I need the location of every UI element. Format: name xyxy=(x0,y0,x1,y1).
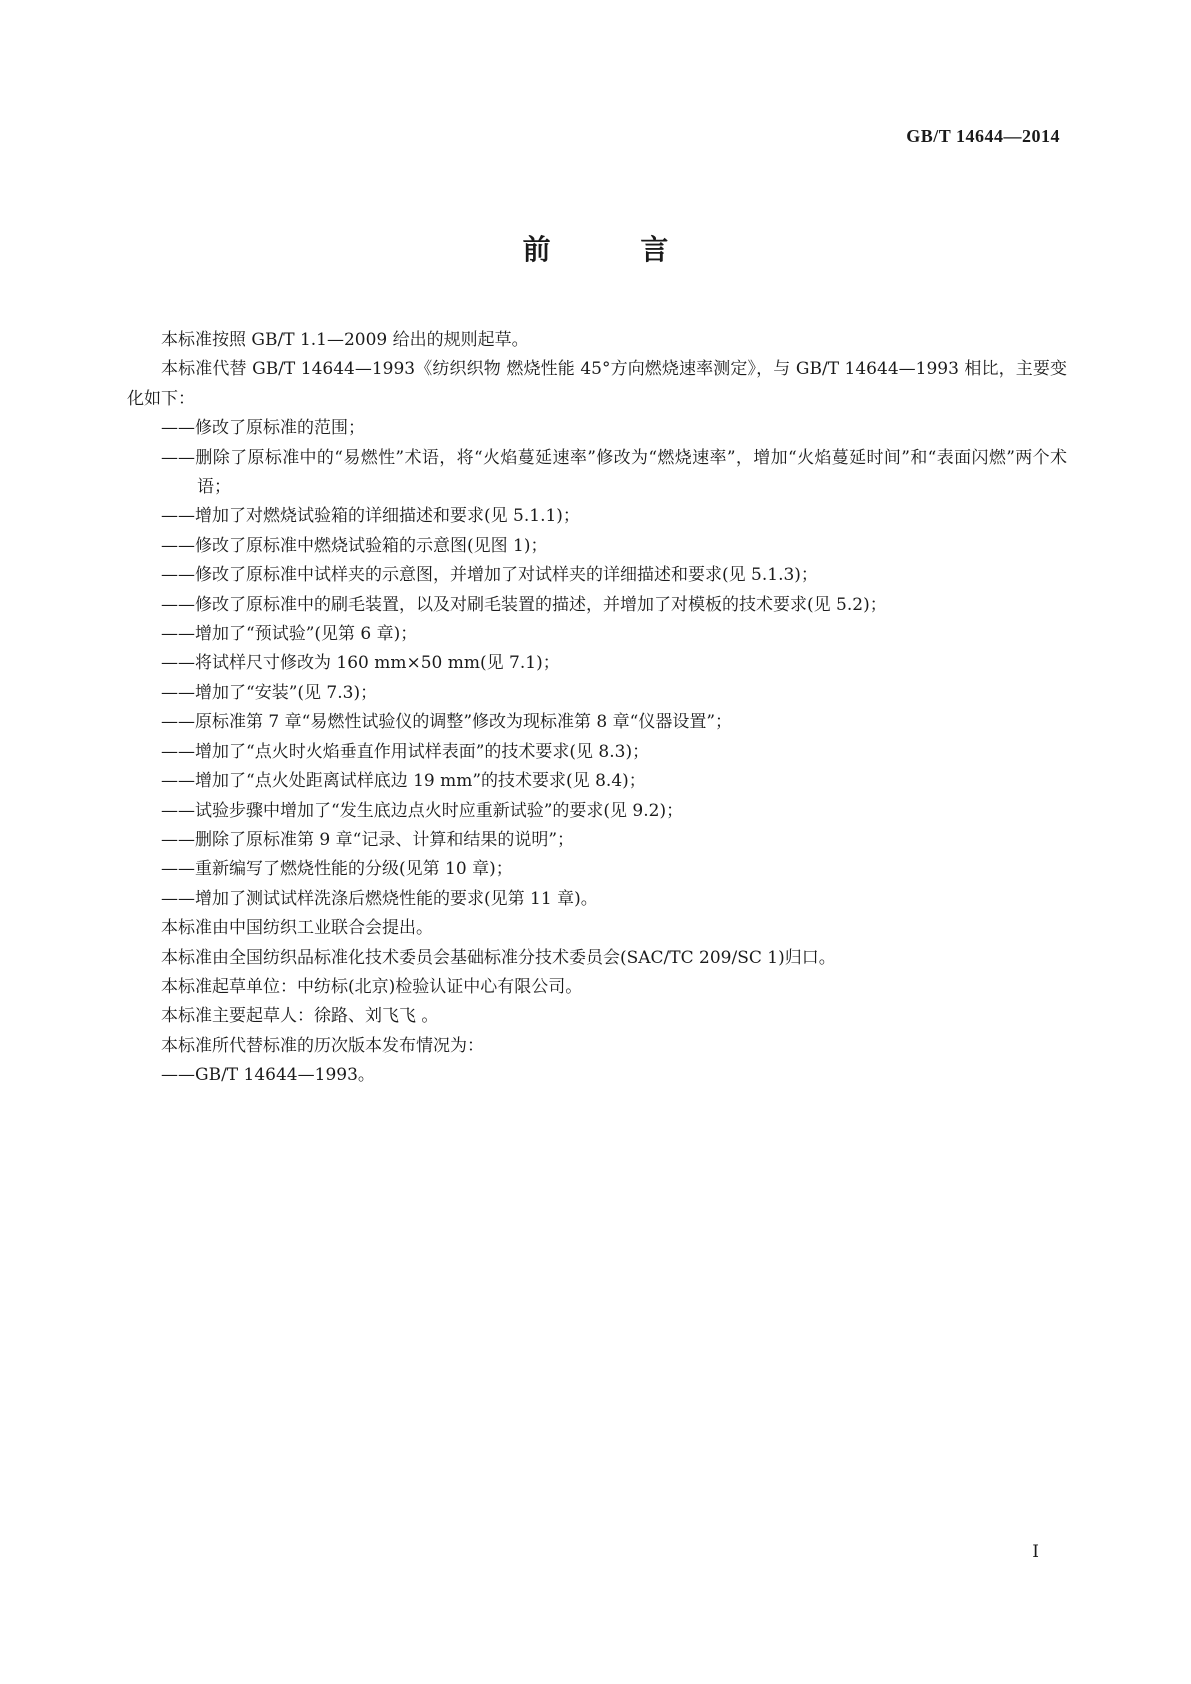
list-item: ——增加了测试试样洗涤后燃烧性能的要求(见第 11 章)。 xyxy=(161,888,598,909)
foreword-body xyxy=(127,326,1067,1091)
list-item: ——修改了原标准中试样夹的示意图，并增加了对试样夹的详细描述和要求(见 5.1.3)； xyxy=(161,565,818,586)
history-list xyxy=(127,1061,1067,1090)
list-item: ——删除了原标准第 9 章“记录、计算和结果的说明”； xyxy=(161,829,575,850)
closing-paragraph: 本标准由全国纺织品标准化技术委员会基础标准分技术委员会(SAC/TC 209/SC 1)归口。 xyxy=(161,947,836,968)
closing-paragraph: 本标准起草单位：中纺标(北京)检验认证中心有限公司。 xyxy=(161,976,583,997)
list-item: ——GB/T 14644—1993。 xyxy=(161,1065,375,1086)
list-item: ——将试样尺寸修改为 160 mm×50 mm(见 7.1)； xyxy=(161,653,560,674)
list-item: ——删除了原标准中的“易燃性”术语，将“火焰蔓延速率”修改为“燃烧速率”，增加“火焰蔓延时间”和“表面闪燃”两个术语； xyxy=(161,447,1067,498)
list-item: ——试验步骤中增加了“发生底边点火时应重新试验”的要求(见 9.2)； xyxy=(161,800,684,821)
list-item: ——增加了“预试验”(见第 6 章)； xyxy=(161,624,418,645)
list-item: ——修改了原标准中燃烧试验箱的示意图(见图 1)； xyxy=(161,535,548,556)
list-item: ——增加了“安装”(见 7.3)； xyxy=(161,682,378,703)
list-item: ——增加了“点火处距离试样底边 19 mm”的技术要求(见 8.4)； xyxy=(161,771,646,792)
page-title: 前 言 xyxy=(522,233,709,266)
changes-list xyxy=(127,414,1067,914)
closing-paragraph: 本标准主要起草人：徐路、刘飞飞 。 xyxy=(161,1006,439,1027)
closing-paragraph: 本标准由中国纺织工业联合会提出。 xyxy=(161,918,433,939)
list-item: ——重新编写了燃烧性能的分级(见第 10 章)； xyxy=(161,859,513,880)
intro-paragraph: 本标准代替 GB/T 14644—1993《纺织织物 燃烧性能 45°方向燃烧速率测定》，与 GB/T 14644—1993 相比，主要变化如下： xyxy=(127,359,1068,409)
list-item: ——增加了“点火时火焰垂直作用试样表面”的技术要求(见 8.3)； xyxy=(161,741,650,762)
list-item: ——增加了对燃烧试验箱的详细描述和要求(见 5.1.1)； xyxy=(161,506,580,527)
standard-code: GB/T 14644—2014 xyxy=(906,126,1060,146)
intro-paragraph: 本标准按照 GB/T 1.1—2009 给出的规则起草。 xyxy=(161,330,529,350)
page-number: I xyxy=(1032,1542,1039,1562)
list-item: ——修改了原标准的范围； xyxy=(161,418,365,439)
list-item: ——原标准第 7 章“易燃性试验仪的调整”修改为现标准第 8 章“仪器设置”； xyxy=(161,712,733,733)
list-item: ——修改了原标准中的刷毛装置，以及对刷毛装置的描述，并增加了对模板的技术要求(见 5.2)； xyxy=(161,594,887,615)
closing-paragraph: 本标准所代替标准的历次版本发布情况为： xyxy=(161,1035,484,1056)
